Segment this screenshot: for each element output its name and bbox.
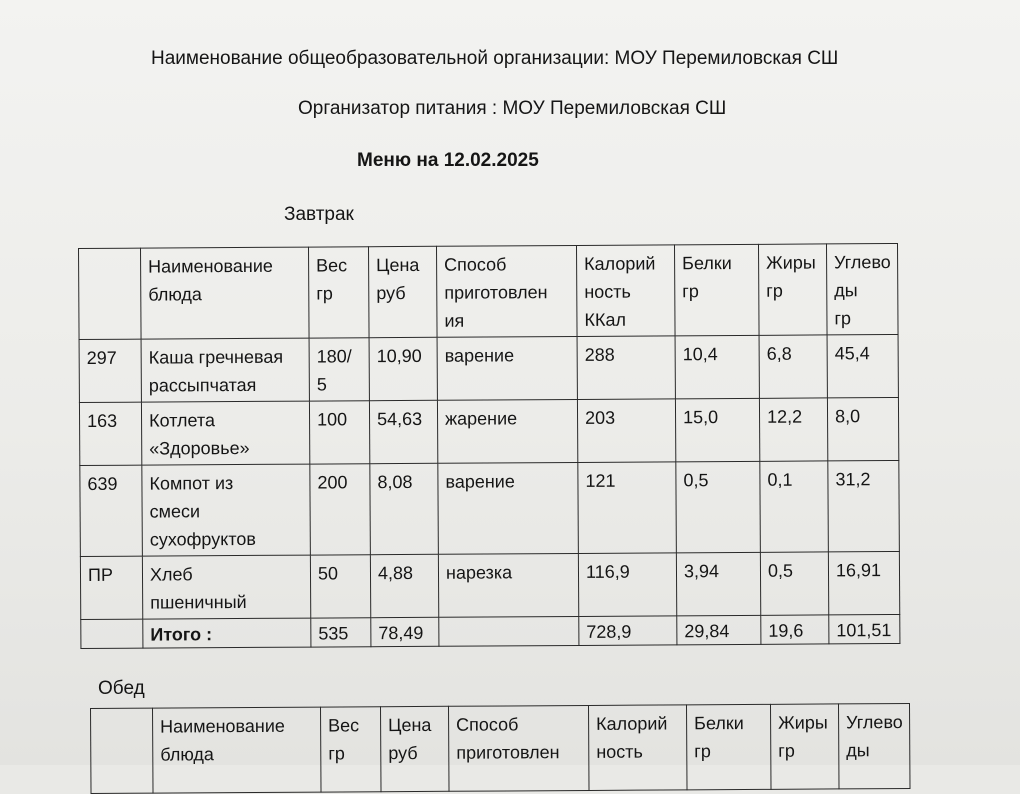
- breakfast-table: [78, 243, 900, 649]
- row-carbs: 8,0: [827, 397, 898, 460]
- row-cooking-method: варение: [438, 462, 579, 554]
- row-weight: 180/ 5: [309, 338, 369, 401]
- row-dish-name: Компот из смеси сухофруктов: [142, 464, 311, 556]
- row-calories: 203: [577, 399, 675, 463]
- lunch-heading: Обед: [98, 678, 145, 699]
- total-protein: 29,84: [677, 615, 761, 645]
- total-fat: 19,6: [761, 615, 829, 644]
- row-code: 639: [80, 465, 143, 556]
- header-calories: Калорий ность: [588, 705, 687, 791]
- header-protein: Белки гр: [686, 704, 771, 790]
- row-fat: 6,8: [759, 335, 827, 398]
- row-protein: 3,94: [676, 552, 760, 616]
- row-calories: 288: [577, 336, 675, 400]
- header-price: Цена руб: [380, 706, 449, 791]
- header-code: [79, 248, 142, 339]
- row-carbs: 16,91: [828, 551, 899, 614]
- header-code: [91, 708, 154, 793]
- table-row: [80, 551, 899, 619]
- header-price: Цена руб: [368, 246, 437, 337]
- row-dish-name: Котлета «Здоровье»: [141, 401, 309, 465]
- row-dish-name: Каша гречневая рассыпчатая: [141, 338, 309, 402]
- row-protein: 0,5: [676, 461, 761, 553]
- row-protein: 15,0: [675, 398, 759, 462]
- row-price: 4,88: [370, 554, 438, 617]
- row-fat: 12,2: [759, 398, 827, 461]
- header-cooking-method: Способ приготовлен: [448, 705, 589, 791]
- row-weight: 50: [310, 555, 370, 618]
- header-fat: Жиры гр: [758, 244, 827, 335]
- header-calories: Калорий ность ККал: [576, 245, 675, 337]
- header-dish-name: Наименование блюда: [153, 707, 322, 793]
- food-organizer: Организатор питания : МОУ Перемиловская СШ: [298, 98, 727, 119]
- total-weight: 535: [311, 618, 371, 647]
- lunch-table: [90, 703, 910, 794]
- header-cooking-method: Способ приготовлен ия: [436, 245, 577, 337]
- table-row: [80, 460, 899, 556]
- row-code: ПР: [80, 556, 142, 619]
- total-carbs: 101,51: [829, 614, 900, 643]
- row-weight: 100: [309, 401, 369, 464]
- row-cooking-method: варение: [437, 336, 577, 400]
- header-fat: Жиры гр: [770, 704, 839, 789]
- row-price: 54,63: [369, 400, 437, 463]
- row-carbs: 31,2: [828, 460, 899, 551]
- row-cooking-method: жарение: [437, 399, 577, 463]
- total-method: [439, 616, 579, 646]
- row-fat: 0,5: [760, 552, 828, 615]
- header-weight: Вес гр: [308, 247, 369, 338]
- organization-title: Наименование общеобразовательной организации: МОУ Перемиловская СШ: [151, 48, 839, 69]
- total-row: [81, 614, 900, 648]
- table-row: [79, 334, 898, 402]
- row-calories: 116,9: [578, 553, 676, 617]
- total-code: [81, 619, 143, 648]
- table-row: [79, 397, 898, 465]
- row-price: 10,90: [369, 337, 437, 400]
- total-label: Итого :: [143, 618, 311, 648]
- row-protein: 10,4: [675, 335, 759, 399]
- row-calories: 121: [578, 462, 677, 554]
- row-price: 8,08: [370, 463, 439, 554]
- row-cooking-method: нарезка: [438, 553, 578, 617]
- menu-date-title: Меню на 12.02.2025: [357, 150, 539, 171]
- row-carbs: 45,4: [827, 334, 898, 397]
- breakfast-heading: Завтрак: [284, 204, 354, 225]
- total-price: 78,49: [371, 617, 439, 646]
- table-header-row: [79, 243, 898, 339]
- row-code: 163: [79, 402, 141, 465]
- row-weight: 200: [310, 464, 371, 555]
- header-carbs: Углево ды гр: [826, 243, 897, 334]
- table-header-row: [91, 703, 910, 793]
- row-fat: 0,1: [760, 461, 829, 552]
- header-dish-name: Наименование блюда: [141, 247, 310, 339]
- row-dish-name: Хлеб пшеничный: [142, 555, 310, 619]
- row-code: 297: [79, 339, 141, 402]
- header-protein: Белки гр: [674, 244, 759, 336]
- total-calories: 728,9: [579, 616, 677, 646]
- header-carbs: Углево ды: [838, 703, 909, 788]
- header-weight: Вес гр: [320, 707, 381, 792]
